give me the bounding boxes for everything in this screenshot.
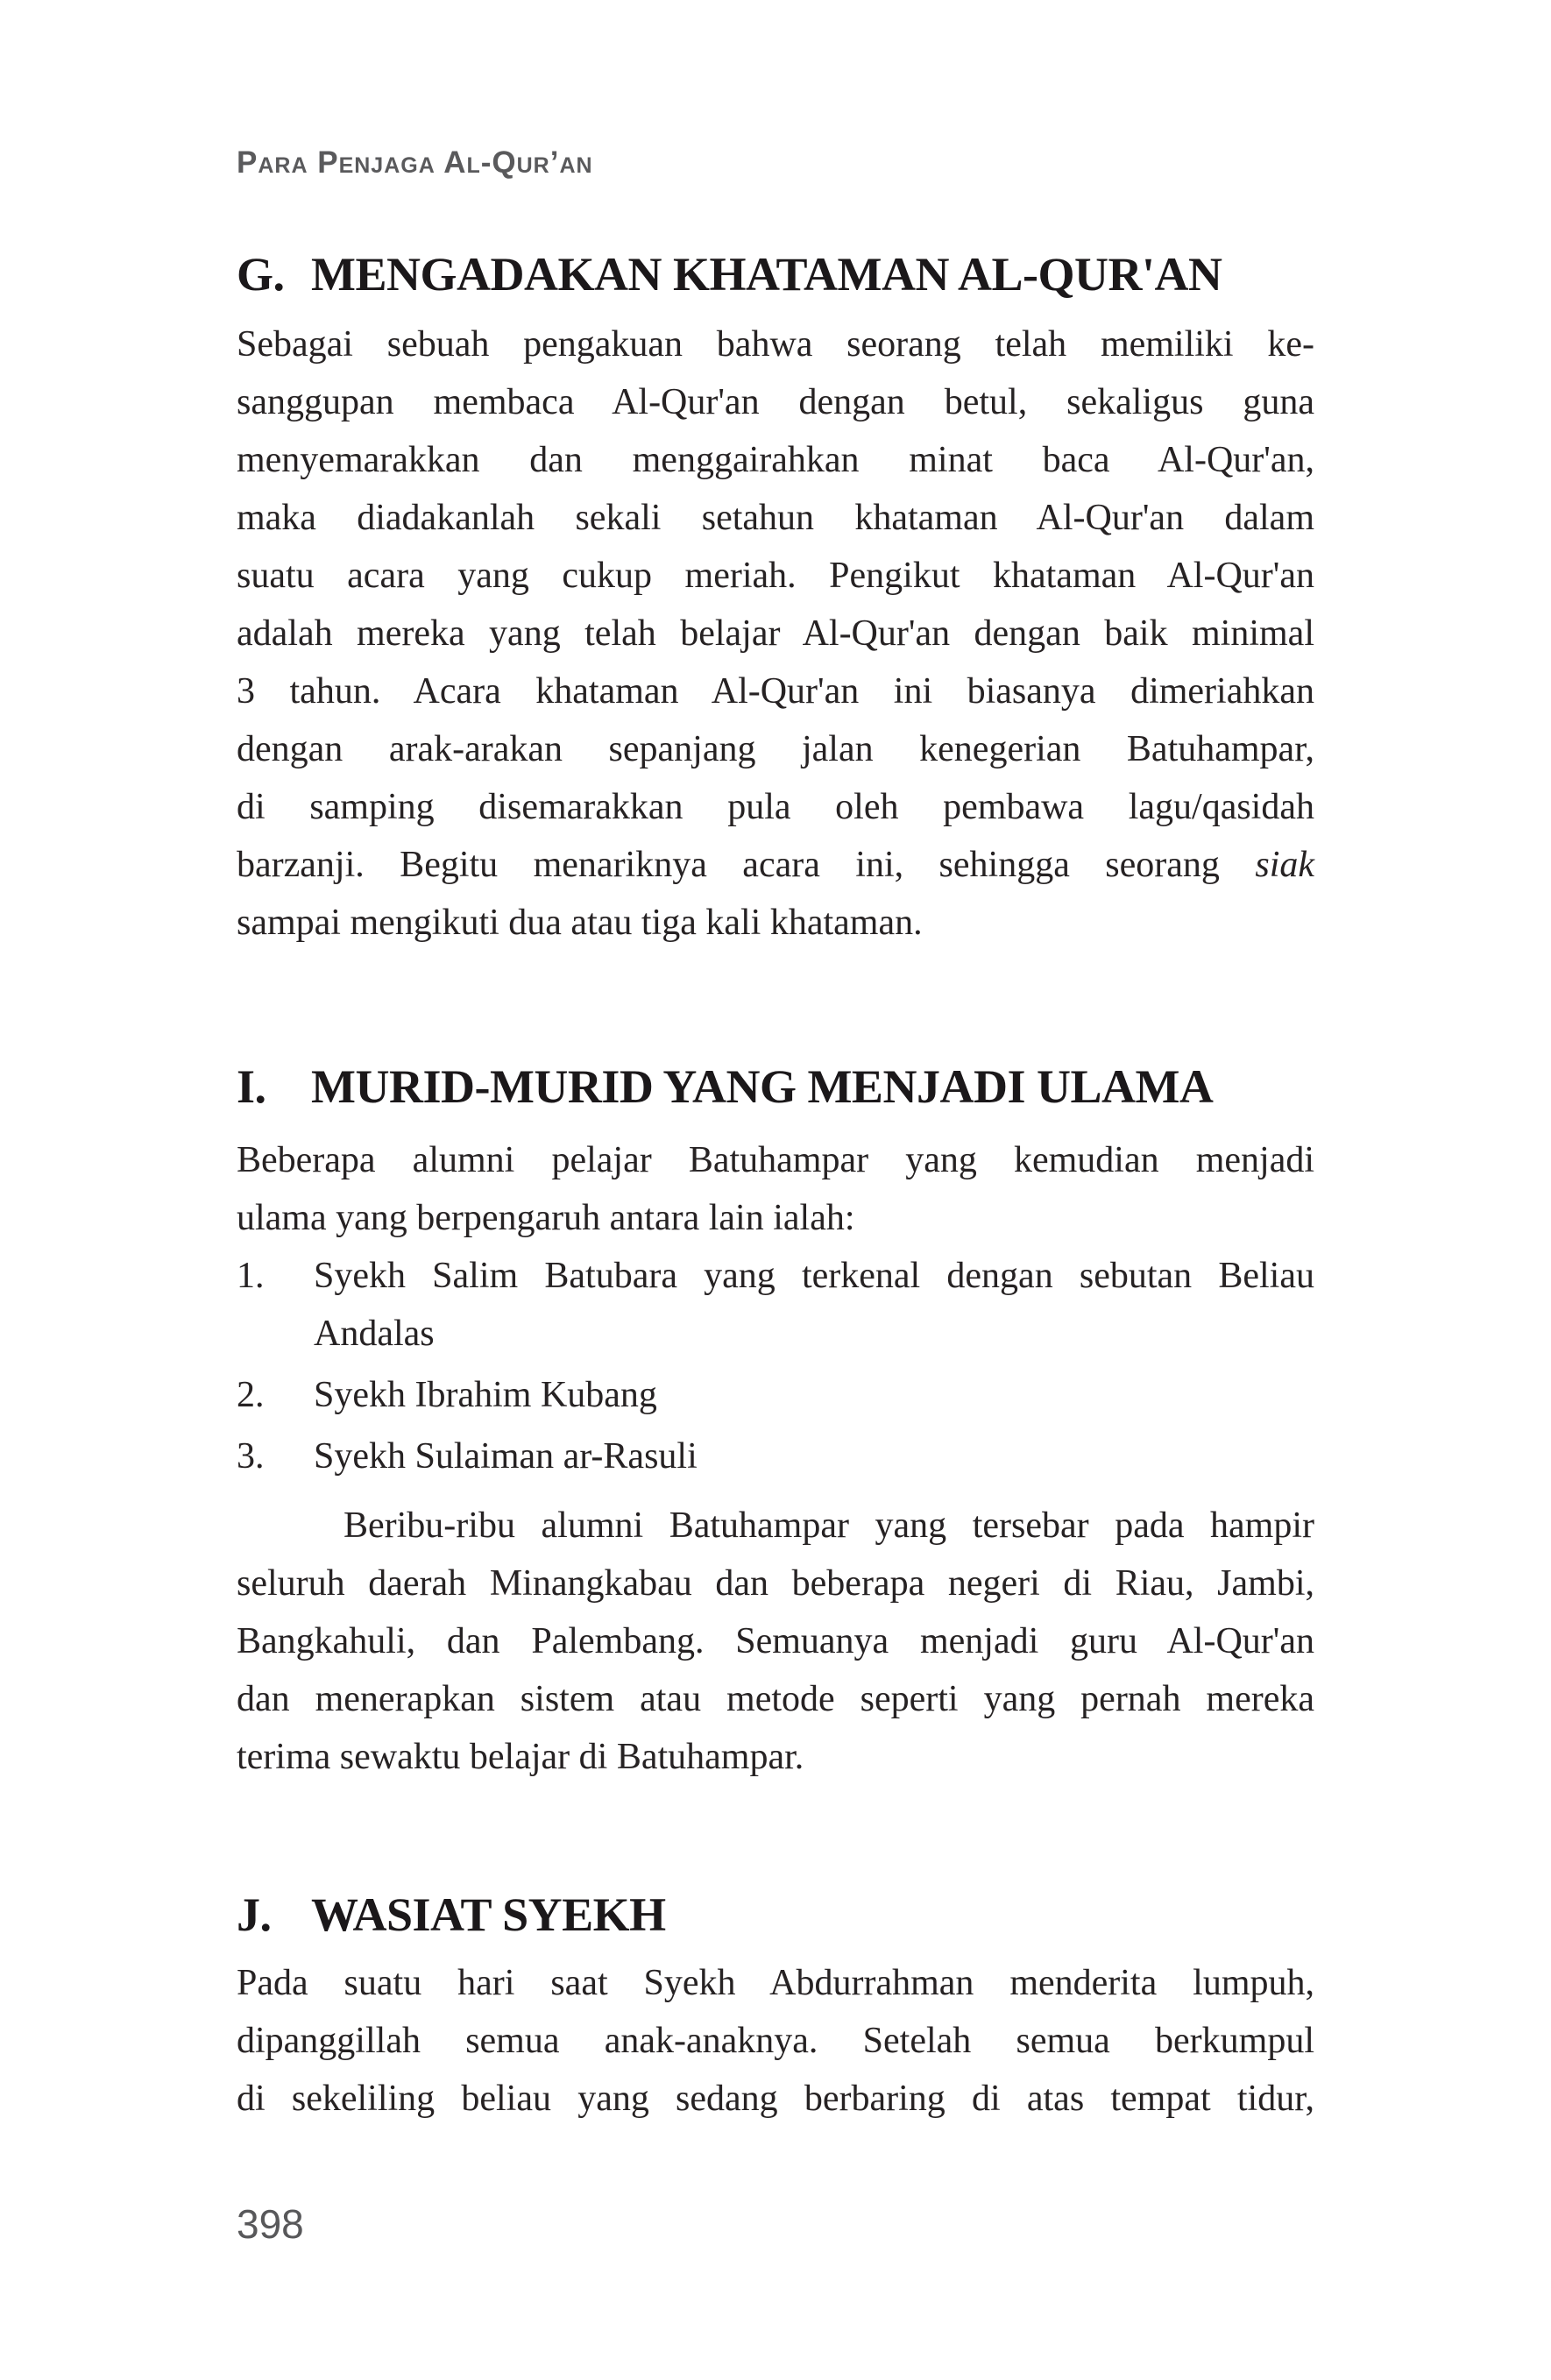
text-line: dengan arak-arakan sepanjang jalan kenegerian Batuhampar,: [237, 729, 1314, 769]
list-number: 2.: [237, 1375, 265, 1415]
list-item: [237, 1427, 1314, 1485]
section-title: MURID-MURID YANG MENJADI ULAMA: [311, 1060, 1214, 1113]
text-line: ulama yang berpengaruh antara lain ialah:: [237, 1198, 855, 1238]
section-title: WASIAT SYEKH: [311, 1888, 666, 1941]
text-line: adalah mereka yang telah belajar Al-Qur'an dengan baik minimal: [237, 613, 1314, 654]
section-label: J.: [237, 1888, 272, 1941]
text-line: Syekh Salim Batubara yang terkenal dengan sebutan Beliau: [314, 1256, 1314, 1296]
running-header: Para Penjaga Al-Qur’an: [237, 145, 593, 180]
list-item-text: [314, 1427, 1314, 1485]
list-item: [237, 1366, 1314, 1424]
section-label: G.: [237, 248, 285, 301]
paragraph-ulama-intro: [237, 1131, 1314, 1247]
text-line: Syekh Sulaiman ar-Rasuli: [314, 1436, 698, 1477]
text-line: 3 tahun. Acara khataman Al-Qur'an ini biasanya dimeriahkan: [237, 671, 1314, 712]
text-line: Beribu-ribu alumni Batuhampar yang tersebar pada hampir: [343, 1505, 1314, 1546]
text-line: dan menerapkan sistem atau metode seperti yang pernah mereka: [237, 1679, 1314, 1719]
text-line: maka diadakanlah sekali setahun khataman Al-Qur'an dalam: [237, 498, 1314, 538]
text-line: di samping disemarakkan pula oleh pembawa lagu/qasidah: [237, 787, 1314, 827]
section-title: MENGADAKAN KHATAMAN AL-QUR'AN: [311, 248, 1222, 301]
section-heading-i: [237, 1060, 1314, 1113]
text-line: Bangkahuli, dan Palembang. Semuanya menjadi guru Al-Qur'an: [237, 1621, 1314, 1661]
text-line: seluruh daerah Minangkabau dan beberapa negeri di Riau, Jambi,: [237, 1563, 1314, 1604]
list-item-text: [314, 1247, 1314, 1363]
text-line: suatu acara yang cukup meriah. Pengikut khataman Al-Qur'an: [237, 556, 1314, 596]
text-line: sampai mengikuti dua atau tiga kali khataman.: [237, 903, 923, 943]
section-heading-j: [237, 1888, 1314, 1941]
list-number: 1.: [237, 1256, 265, 1296]
section-heading-g: [237, 248, 1314, 301]
text-line: menyemarakkan dan menggairahkan minat baca Al-Qur'an,: [237, 440, 1314, 480]
text-line: barzanji. Begitu menariknya acara ini, sehingga seorang siak: [237, 845, 1314, 885]
list-number: 3.: [237, 1436, 265, 1477]
text-line: Andalas: [314, 1314, 435, 1354]
text-line: terima sewaktu belajar di Batuhampar.: [237, 1737, 804, 1777]
text-line: Beberapa alumni pelajar Batuhampar yang kemudian menjadi: [237, 1140, 1314, 1180]
ulama-numbered-list: [237, 1247, 1314, 1489]
text-line: dipanggillah semua anak-anaknya. Setelah semua berkumpul: [237, 2021, 1314, 2061]
list-item: [237, 1247, 1314, 1363]
page-number: 398: [237, 2201, 304, 2247]
paragraph-alumni: [237, 1497, 1314, 1786]
text-line: Sebagai sebuah pengakuan bahwa seorang telah memiliki ke-: [237, 324, 1314, 365]
list-item-text: [314, 1366, 1314, 1424]
text-line: Syekh Ibrahim Kubang: [314, 1375, 657, 1415]
text-line: di sekeliling beliau yang sedang berbaring di atas tempat tidur,: [237, 2079, 1314, 2119]
section-label: I.: [237, 1060, 266, 1113]
paragraph-wasiat: [237, 1954, 1314, 2128]
text-line: Pada suatu hari saat Syekh Abdurrahman menderita lumpuh,: [237, 1963, 1314, 2003]
text-line: sanggupan membaca Al-Qur'an dengan betul, sekaligus guna: [237, 382, 1314, 422]
paragraph-khataman: [237, 315, 1314, 952]
